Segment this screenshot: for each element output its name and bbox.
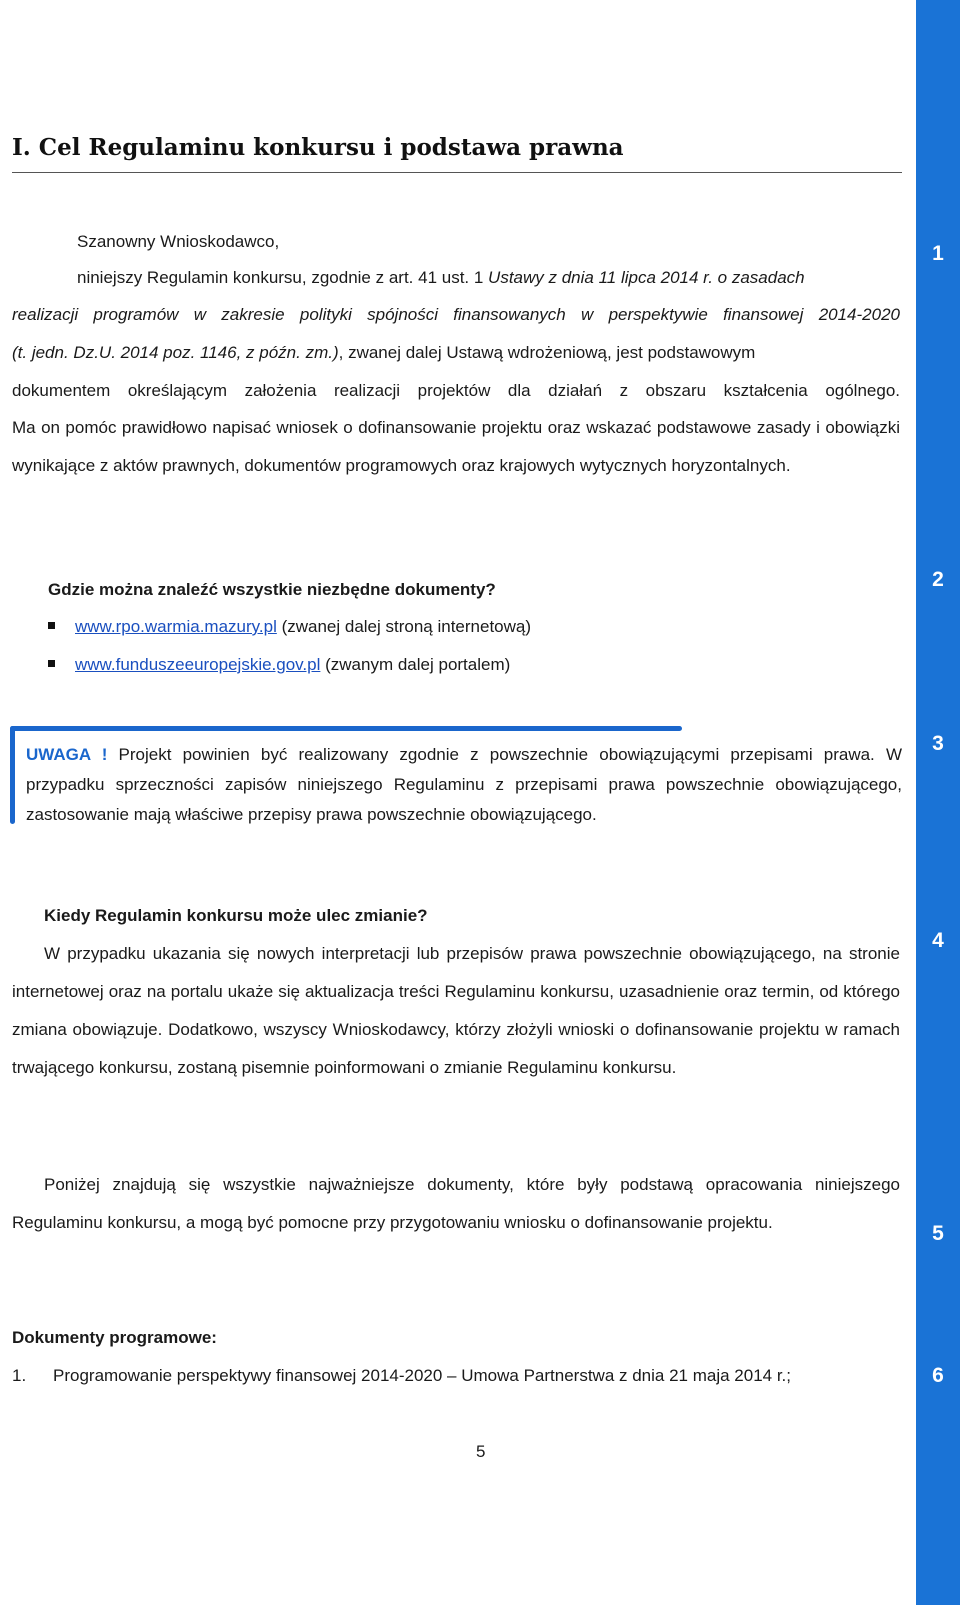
warning-label: UWAGA ! [26,745,108,764]
greeting: Szanowny Wnioskodawco, [77,232,280,251]
list-item-number: 1. [12,1366,27,1385]
intro-paragraph-rest: Ma on pomóc prawidłowo napisać wniosek o dofinansowanie projektu oraz wskazać podstawowe zasady i obowiązki wynikające z aktów prawnych, dokumentów programowych oraz krajowych wytycznych horyzontalnych. [12,418,900,475]
intro-line-3 [12,343,900,363]
changes-question: Kiedy Regulamin konkursu może ulec zmianie? [44,906,428,925]
bullet-square-icon [48,622,55,629]
warning-box [26,740,902,830]
list-item [48,617,531,637]
documents-question: Gdzie można znaleźć wszystkie niezbędne dokumenty? [48,580,496,599]
warning-text: Projekt powinien być realizowany zgodnie z powszechnie obowiązującymi przepisami prawa. W przypadku sprzeczności zapisów niniejszego Regulaminu z przepisami prawa powszechnie obowiązującego, zastosowanie mają właściwe przepisy prawa powszechnie obowiązującego. [26,745,902,824]
bullet-square-icon [48,660,55,667]
page-number: 5 [476,1442,486,1461]
intro-line-3-plain: , zwanej dalej Ustawą wdrożeniową, jest podstawowym [338,343,756,362]
section-heading: I. Cel Regulaminu konkursu i podstawa prawna [12,134,624,161]
chapter-tab-5[interactable]: 5 [932,1222,944,1245]
link-note: (zwanym dalej portalem) [320,655,511,674]
chapter-tab-6[interactable]: 6 [932,1364,944,1387]
law-title-part-2: realizacji programów w zakresie polityki spójności finansowanych w perspektywie finansowej 2014-2020 [12,305,900,324]
rpo-website-link[interactable]: www.rpo.warmia.mazury.pl [75,617,277,636]
chapter-tab-4[interactable]: 4 [932,929,944,952]
list-item-text: Programowanie perspektywy finansowej 2014-2020 – Umowa Partnerstwa z dnia 21 maja 2014 r.; [53,1366,792,1385]
warning-box-left-border [10,726,15,824]
intro-line-1-plain: niniejszy Regulamin konkursu, zgodnie z art. 41 ust. 1 [77,268,489,287]
intro-line-1 [77,268,900,288]
link-note: (zwanej dalej stroną internetową) [276,617,532,636]
law-citation: (t. jedn. Dz.U. 2014 poz. 1146, z późn. zm.) [12,343,339,362]
law-title-part-1: Ustawy z dnia 11 lipca 2014 r. o zasadach [488,268,805,287]
chapter-tab-strip [916,0,960,1605]
intro-line-4: dokumentem określającym założenia realizacji projektów dla działań z obszaru kształcenia ogólnego. [12,381,900,400]
changes-paragraph: W przypadku ukazania się nowych interpretacji lub przepisów prawa powszechnie obowiązującego, na stronie internetowej oraz na portalu ukaże się aktualizacja treści Regulaminu konkursu, uzasadnienie oraz termin, od którego zmiana obowiązuje. Dodatkowo, wszyscy Wnioskodawcy, którzy złożyli wnioski o dofinansowanie projektu w ramach trwającego konkursu, zostaną pisemnie poinformowani o zmianie Regulaminu konkursu. [12,944,900,1077]
heading-divider [12,172,902,173]
chapter-tab-2[interactable]: 2 [932,568,944,591]
list-item [12,1366,792,1386]
documents-intro-paragraph: Poniżej znajdują się wszystkie najważniejsze dokumenty, które były podstawą opracowania niniejszego Regulaminu konkursu, a mogą być pomocne przy przygotowaniu wniosku o dofinansowanie projektu. [12,1175,900,1232]
program-documents-heading: Dokumenty programowe: [12,1328,217,1347]
chapter-tab-1[interactable]: 1 [932,242,944,265]
chapter-tab-3[interactable]: 3 [932,732,944,755]
list-item [48,655,510,675]
warning-box-top-border [10,726,682,731]
portal-link[interactable]: www.funduszeeuropejskie.gov.pl [75,655,321,674]
